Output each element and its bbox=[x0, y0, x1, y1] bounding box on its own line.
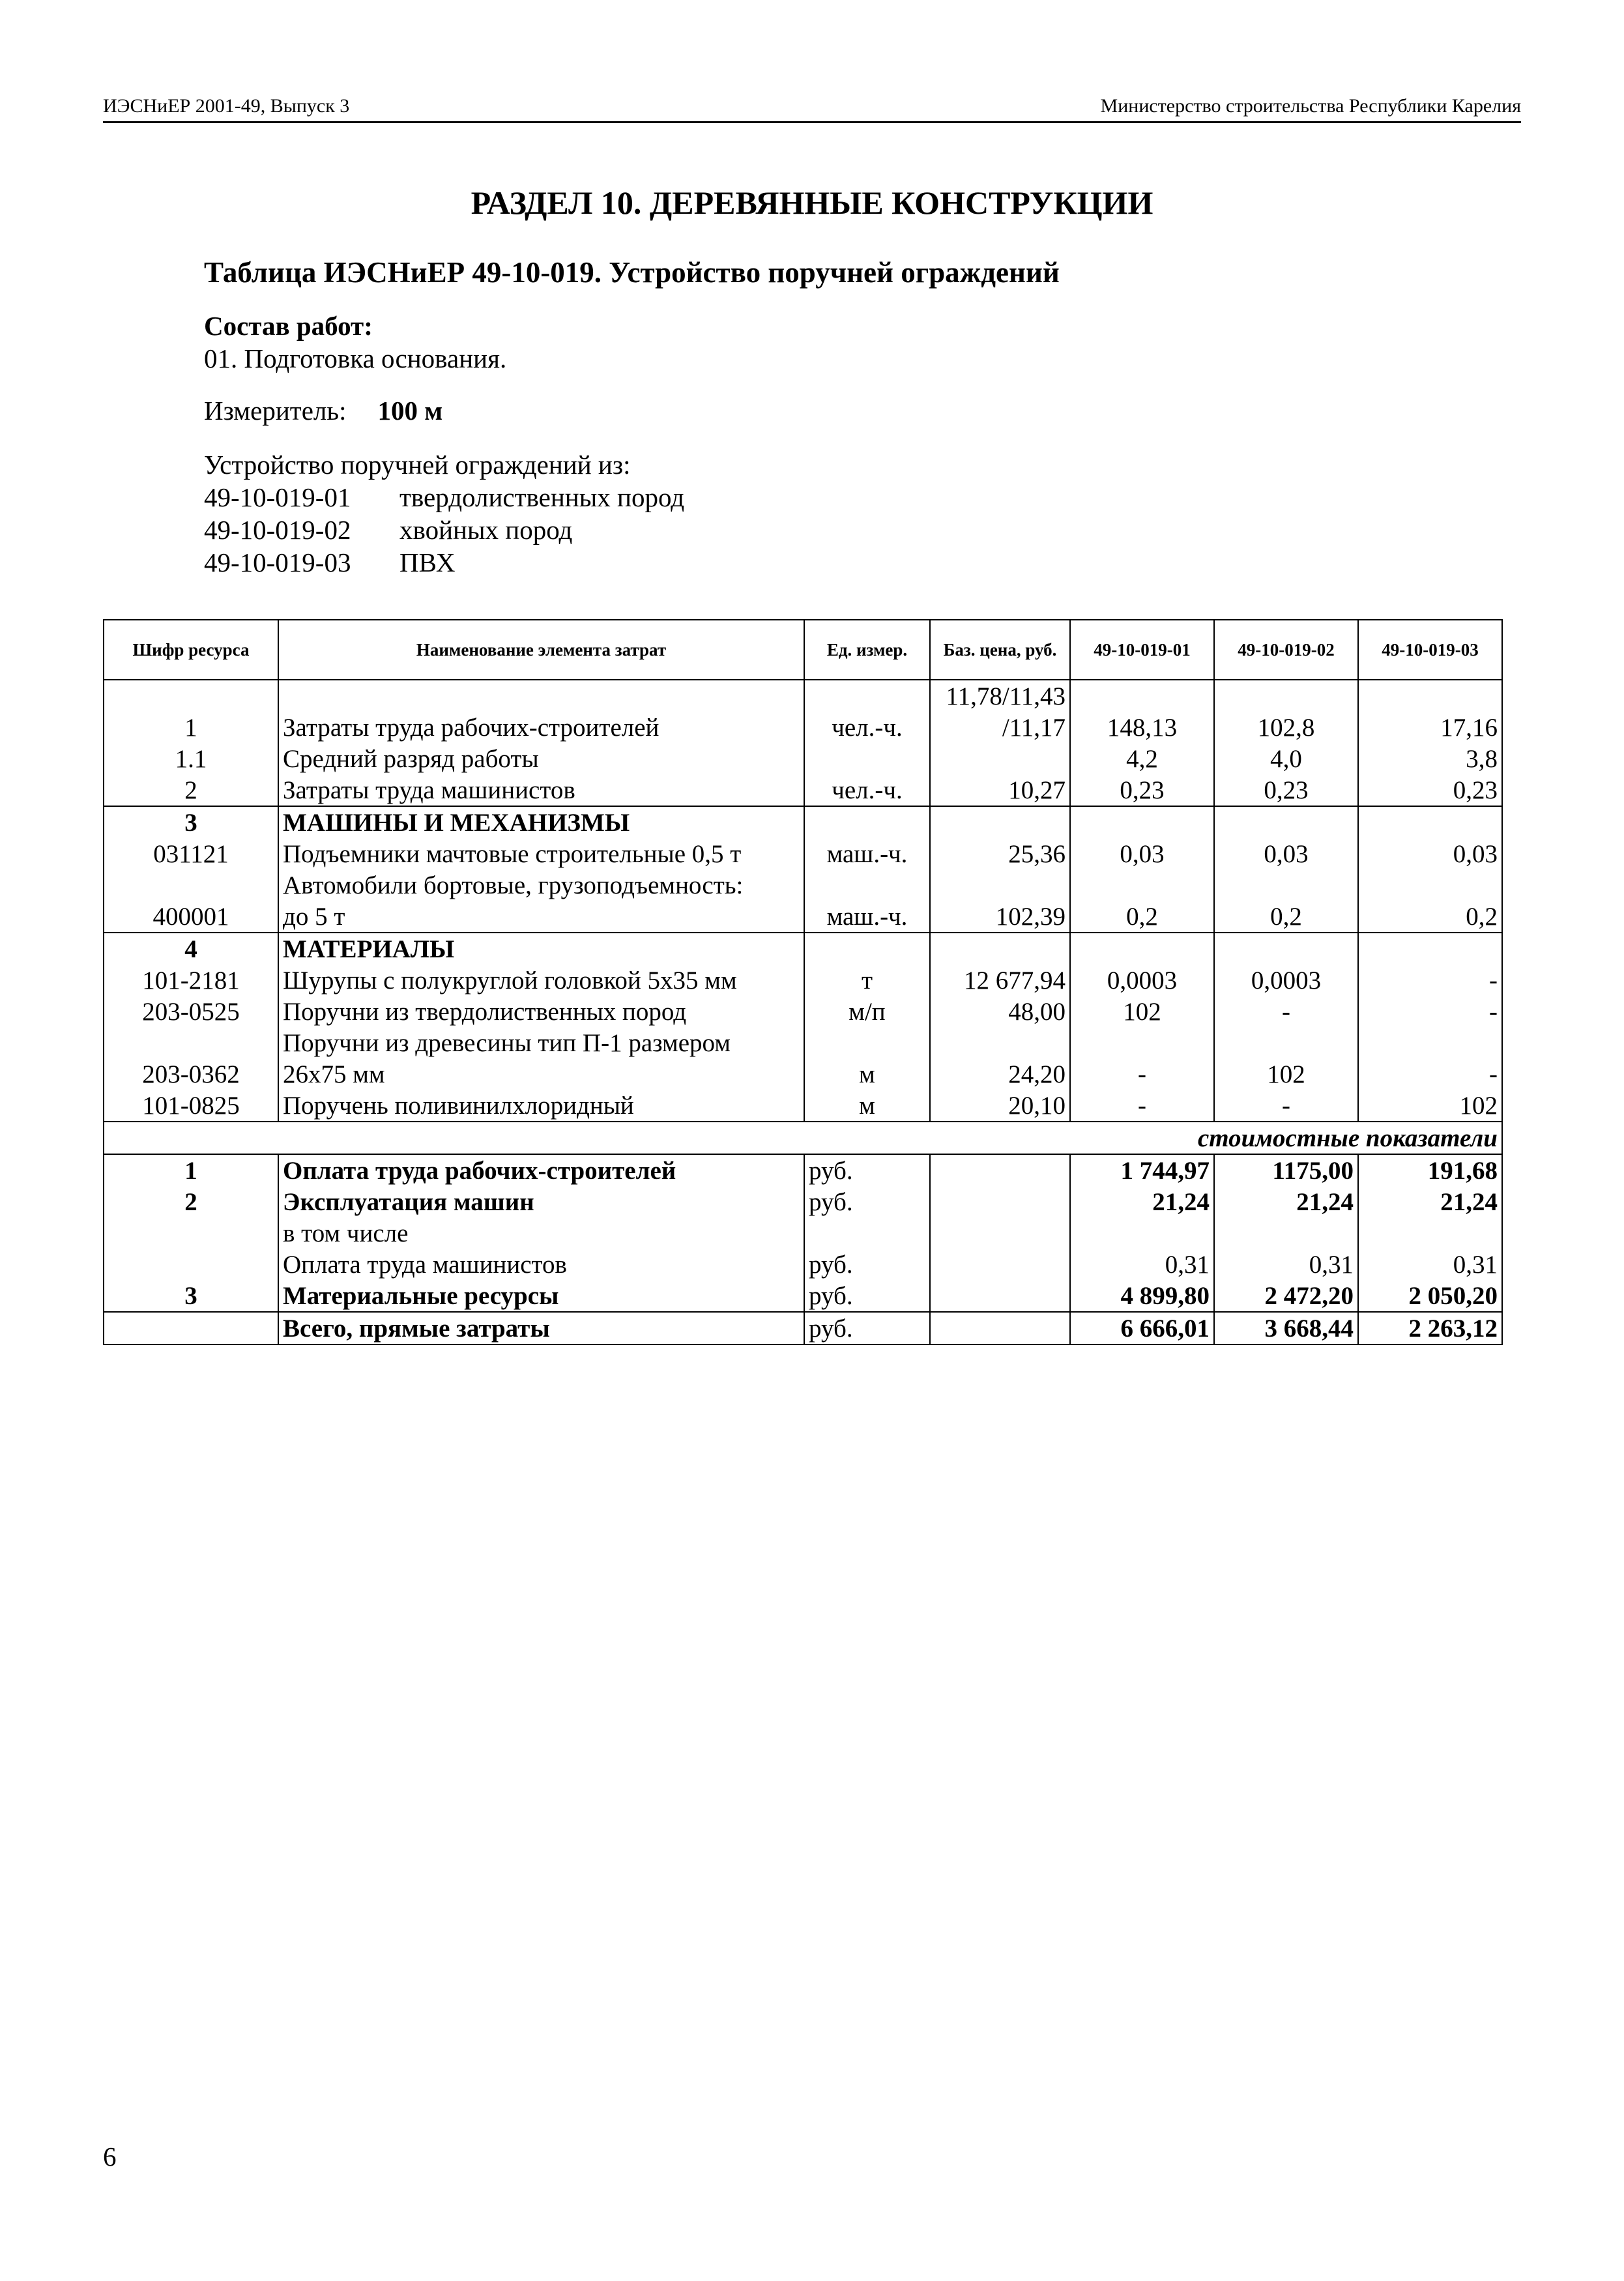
table-cell: 0,2 bbox=[1358, 901, 1502, 933]
cost-cell: Материальные ресурсы bbox=[278, 1280, 804, 1312]
column-header: Наименование элемента затрат bbox=[278, 620, 804, 680]
column-header: 49-10-019-03 bbox=[1358, 620, 1502, 680]
table-row bbox=[104, 1027, 1502, 1058]
table-cell bbox=[1214, 680, 1358, 712]
sostav-item: 01. Подготовка основания. bbox=[204, 343, 507, 373]
table-cell: 102 bbox=[1070, 996, 1214, 1027]
cost-cell: руб. bbox=[804, 1280, 930, 1312]
cost-cell: в том числе bbox=[278, 1217, 804, 1249]
table-cell: Поручень поливинилхлоридный bbox=[278, 1090, 804, 1122]
cost-row bbox=[104, 1249, 1502, 1280]
table-row bbox=[104, 806, 1502, 838]
table-cell bbox=[104, 1027, 278, 1058]
table-cell: Средний разряд работы bbox=[278, 743, 804, 774]
page-header bbox=[103, 91, 1521, 123]
cost-row bbox=[104, 1154, 1502, 1186]
table-cell bbox=[804, 680, 930, 712]
cost-cell: 21,24 bbox=[1214, 1186, 1358, 1217]
table-cell bbox=[1358, 806, 1502, 838]
cost-cell: руб. bbox=[804, 1154, 930, 1186]
cost-table bbox=[103, 619, 1503, 1345]
description-text: твердолиственных пород bbox=[399, 482, 685, 512]
column-header: Ед. измер. bbox=[804, 620, 930, 680]
table-cell: маш.-ч. bbox=[804, 838, 930, 869]
table-cell: 101-2181 bbox=[104, 965, 278, 996]
table-cell: 4 bbox=[104, 933, 278, 965]
table-cell: - bbox=[1214, 1090, 1358, 1122]
cost-cell: Оплата труда рабочих-строителей bbox=[278, 1154, 804, 1186]
table-row bbox=[104, 901, 1502, 933]
table-cell bbox=[1070, 869, 1214, 901]
cost-cell: 2 263,12 bbox=[1358, 1312, 1502, 1344]
table-cell: 101-0825 bbox=[104, 1090, 278, 1122]
cost-cell bbox=[104, 1249, 278, 1280]
cost-cell: 3 bbox=[104, 1280, 278, 1312]
table-cell: - bbox=[1070, 1058, 1214, 1090]
table-cell: /11,17 bbox=[930, 712, 1070, 743]
description-block bbox=[204, 448, 684, 579]
description-line bbox=[204, 514, 684, 546]
description-line bbox=[204, 481, 684, 514]
table-cell: м bbox=[804, 1090, 930, 1122]
table-cell: - bbox=[1214, 996, 1358, 1027]
table-cell bbox=[930, 869, 1070, 901]
table-header-row bbox=[104, 620, 1502, 680]
table-cell bbox=[1070, 680, 1214, 712]
table-cell: 1.1 bbox=[104, 743, 278, 774]
section-title: РАЗДЕЛ 10. ДЕРЕВЯННЫЕ КОНСТРУКЦИИ bbox=[471, 184, 1153, 221]
cost-cell: 6 666,01 bbox=[1070, 1312, 1214, 1344]
table-row bbox=[104, 1090, 1502, 1122]
resource-rows bbox=[104, 680, 1502, 1122]
description-code: 49-10-019-03 bbox=[204, 547, 351, 577]
cost-cell: 1175,00 bbox=[1214, 1154, 1358, 1186]
cost-cell bbox=[930, 1154, 1070, 1186]
table-cell: 25,36 bbox=[930, 838, 1070, 869]
table-row bbox=[104, 838, 1502, 869]
table-cell: 0,03 bbox=[1358, 838, 1502, 869]
cost-rows bbox=[104, 1154, 1502, 1344]
cost-row bbox=[104, 1217, 1502, 1249]
unit-label: Измеритель: bbox=[204, 396, 347, 426]
description-intro: Устройство поручней ограждений из: bbox=[204, 450, 631, 480]
page-number: 6 bbox=[103, 2142, 117, 2172]
table-cell bbox=[278, 680, 804, 712]
cost-cell: 191,68 bbox=[1358, 1154, 1502, 1186]
table-cell bbox=[1070, 1027, 1214, 1058]
cost-cell bbox=[104, 1217, 278, 1249]
table-cell: м bbox=[804, 1058, 930, 1090]
table-cell bbox=[1214, 806, 1358, 838]
cost-cell bbox=[1358, 1217, 1502, 1249]
table-row bbox=[104, 996, 1502, 1027]
table-cell: 0,23 bbox=[1358, 774, 1502, 806]
cost-cell: 1 bbox=[104, 1154, 278, 1186]
table-cell: 400001 bbox=[104, 901, 278, 933]
cost-cell: 21,24 bbox=[1358, 1186, 1502, 1217]
table-cell: м/п bbox=[804, 996, 930, 1027]
table-cell: 48,00 bbox=[930, 996, 1070, 1027]
table-cell bbox=[104, 680, 278, 712]
table-cell: 3 bbox=[104, 806, 278, 838]
table-row bbox=[104, 680, 1502, 712]
cost-cell: руб. bbox=[804, 1312, 930, 1344]
table-cell bbox=[804, 869, 930, 901]
cost-cell: Эксплуатация машин bbox=[278, 1186, 804, 1217]
cost-cell bbox=[104, 1312, 278, 1344]
table-row bbox=[104, 712, 1502, 743]
header-left: ИЭСНиЕР 2001-49, Выпуск 3 bbox=[103, 95, 350, 117]
cost-cell: Оплата труда машинистов bbox=[278, 1249, 804, 1280]
table-cell: 2 bbox=[104, 774, 278, 806]
column-header: 49-10-019-01 bbox=[1070, 620, 1214, 680]
column-header: Шифр ресурса bbox=[104, 620, 278, 680]
table-cell: 3,8 bbox=[1358, 743, 1502, 774]
table-cell: 24,20 bbox=[930, 1058, 1070, 1090]
table-cell bbox=[1358, 680, 1502, 712]
table-cell: 203-0362 bbox=[104, 1058, 278, 1090]
table-cell: 12 677,94 bbox=[930, 965, 1070, 996]
table-cell: 0,03 bbox=[1070, 838, 1214, 869]
unit-value: 100 м bbox=[377, 396, 443, 426]
table-cell: Затраты труда машинистов bbox=[278, 774, 804, 806]
table-cell bbox=[1214, 1027, 1358, 1058]
table-cell: МАТЕРИАЛЫ bbox=[278, 933, 804, 965]
description-code: 49-10-019-02 bbox=[204, 515, 351, 545]
table-cell: Поручни из древесины тип П-1 размером bbox=[278, 1027, 804, 1058]
cost-cell bbox=[1070, 1217, 1214, 1249]
table-cell bbox=[930, 1027, 1070, 1058]
cost-cell bbox=[930, 1186, 1070, 1217]
column-header: 49-10-019-02 bbox=[1214, 620, 1358, 680]
sostav-label: Состав работ: bbox=[204, 311, 373, 341]
table-cell bbox=[1214, 869, 1358, 901]
table-row bbox=[104, 965, 1502, 996]
cost-cell: 1 744,97 bbox=[1070, 1154, 1214, 1186]
cost-cell: 0,31 bbox=[1214, 1249, 1358, 1280]
description-text: ПВХ bbox=[399, 547, 456, 577]
table-cell: Автомобили бортовые, грузоподъемность: bbox=[278, 869, 804, 901]
table-cell: 20,10 bbox=[930, 1090, 1070, 1122]
table-cell: 148,13 bbox=[1070, 712, 1214, 743]
cost-cell bbox=[930, 1312, 1070, 1344]
column-header: Баз. цена, руб. bbox=[930, 620, 1070, 680]
cost-cell bbox=[930, 1249, 1070, 1280]
table-cell: 4,2 bbox=[1070, 743, 1214, 774]
table-row bbox=[104, 743, 1502, 774]
table-cell bbox=[1214, 933, 1358, 965]
table-cell: - bbox=[1358, 996, 1502, 1027]
table-cell: 031121 bbox=[104, 838, 278, 869]
description-code: 49-10-019-01 bbox=[204, 482, 351, 512]
cost-cell bbox=[1214, 1217, 1358, 1249]
table-cell: - bbox=[1358, 965, 1502, 996]
unit-line bbox=[204, 395, 442, 426]
table-cell bbox=[930, 743, 1070, 774]
table-cell: 1 bbox=[104, 712, 278, 743]
table-cell: 4,0 bbox=[1214, 743, 1358, 774]
cost-cell: 0,31 bbox=[1070, 1249, 1214, 1280]
table-cell: т bbox=[804, 965, 930, 996]
table-row bbox=[104, 774, 1502, 806]
table-cell bbox=[1358, 869, 1502, 901]
cost-cell: 2 050,20 bbox=[1358, 1280, 1502, 1312]
table-cell bbox=[804, 1027, 930, 1058]
table-row bbox=[104, 869, 1502, 901]
table-cell: 102,39 bbox=[930, 901, 1070, 933]
cost-caption-section bbox=[104, 1122, 1502, 1154]
table-cell: 11,78/11,43 bbox=[930, 680, 1070, 712]
cost-row bbox=[104, 1280, 1502, 1312]
cost-cell: 2 472,20 bbox=[1214, 1280, 1358, 1312]
table-cell bbox=[930, 933, 1070, 965]
table-cell: Затраты труда рабочих-строителей bbox=[278, 712, 804, 743]
cost-cell: руб. bbox=[804, 1249, 930, 1280]
table-cell: Шурупы с полукруглой головкой 5х35 мм bbox=[278, 965, 804, 996]
cost-row bbox=[104, 1312, 1502, 1344]
table-cell bbox=[930, 806, 1070, 838]
table-cell: Поручни из твердолиственных пород bbox=[278, 996, 804, 1027]
table-cell bbox=[804, 933, 930, 965]
cost-cell bbox=[930, 1217, 1070, 1249]
description-text: хвойных пород bbox=[399, 515, 573, 545]
table-cell: 17,16 bbox=[1358, 712, 1502, 743]
cost-cell: 2 bbox=[104, 1186, 278, 1217]
table-cell bbox=[804, 743, 930, 774]
table-cell: чел.-ч. bbox=[804, 712, 930, 743]
cost-cell bbox=[930, 1280, 1070, 1312]
header-right: Министерство строительства Республики Карелия bbox=[1100, 95, 1521, 117]
table-cell: 0,0003 bbox=[1214, 965, 1358, 996]
cost-cell: 4 899,80 bbox=[1070, 1280, 1214, 1312]
table-cell: 0,2 bbox=[1214, 901, 1358, 933]
table-cell bbox=[1358, 1027, 1502, 1058]
table-cell: 10,27 bbox=[930, 774, 1070, 806]
table-cell: 102 bbox=[1358, 1090, 1502, 1122]
cost-cell bbox=[804, 1217, 930, 1249]
table-cell: Подъемники мачтовые строительные 0,5 т bbox=[278, 838, 804, 869]
cost-cell: Всего, прямые затраты bbox=[278, 1312, 804, 1344]
table-cell: - bbox=[1070, 1090, 1214, 1122]
cost-row bbox=[104, 1186, 1502, 1217]
table-cell: 0,2 bbox=[1070, 901, 1214, 933]
table-cell bbox=[1358, 933, 1502, 965]
cost-cell: руб. bbox=[804, 1186, 930, 1217]
table-cell bbox=[104, 869, 278, 901]
table-cell: МАШИНЫ И МЕХАНИЗМЫ bbox=[278, 806, 804, 838]
cost-cell: 21,24 bbox=[1070, 1186, 1214, 1217]
table-cell: 0,0003 bbox=[1070, 965, 1214, 996]
table-row bbox=[104, 933, 1502, 965]
cost-caption: стоимостные показатели bbox=[104, 1122, 1502, 1154]
table-cell: 102 bbox=[1214, 1058, 1358, 1090]
description-line bbox=[204, 546, 684, 579]
cost-caption-row bbox=[104, 1122, 1502, 1154]
table-cell: 0,23 bbox=[1214, 774, 1358, 806]
cost-cell: 0,31 bbox=[1358, 1249, 1502, 1280]
table-cell bbox=[1070, 933, 1214, 965]
table-title: Таблица ИЭСНиЕР 49-10-019. Устройство поручней ограждений bbox=[204, 256, 1060, 289]
table-cell bbox=[804, 806, 930, 838]
table-cell: до 5 т bbox=[278, 901, 804, 933]
table-cell: чел.-ч. bbox=[804, 774, 930, 806]
table-cell: 102,8 bbox=[1214, 712, 1358, 743]
table-row bbox=[104, 1058, 1502, 1090]
cost-cell: 3 668,44 bbox=[1214, 1312, 1358, 1344]
table-cell: 0,23 bbox=[1070, 774, 1214, 806]
table-cell: 0,03 bbox=[1214, 838, 1358, 869]
table-cell: - bbox=[1358, 1058, 1502, 1090]
table-cell bbox=[1070, 806, 1214, 838]
table-cell: маш.-ч. bbox=[804, 901, 930, 933]
table-cell: 203-0525 bbox=[104, 996, 278, 1027]
table-cell: 26х75 мм bbox=[278, 1058, 804, 1090]
